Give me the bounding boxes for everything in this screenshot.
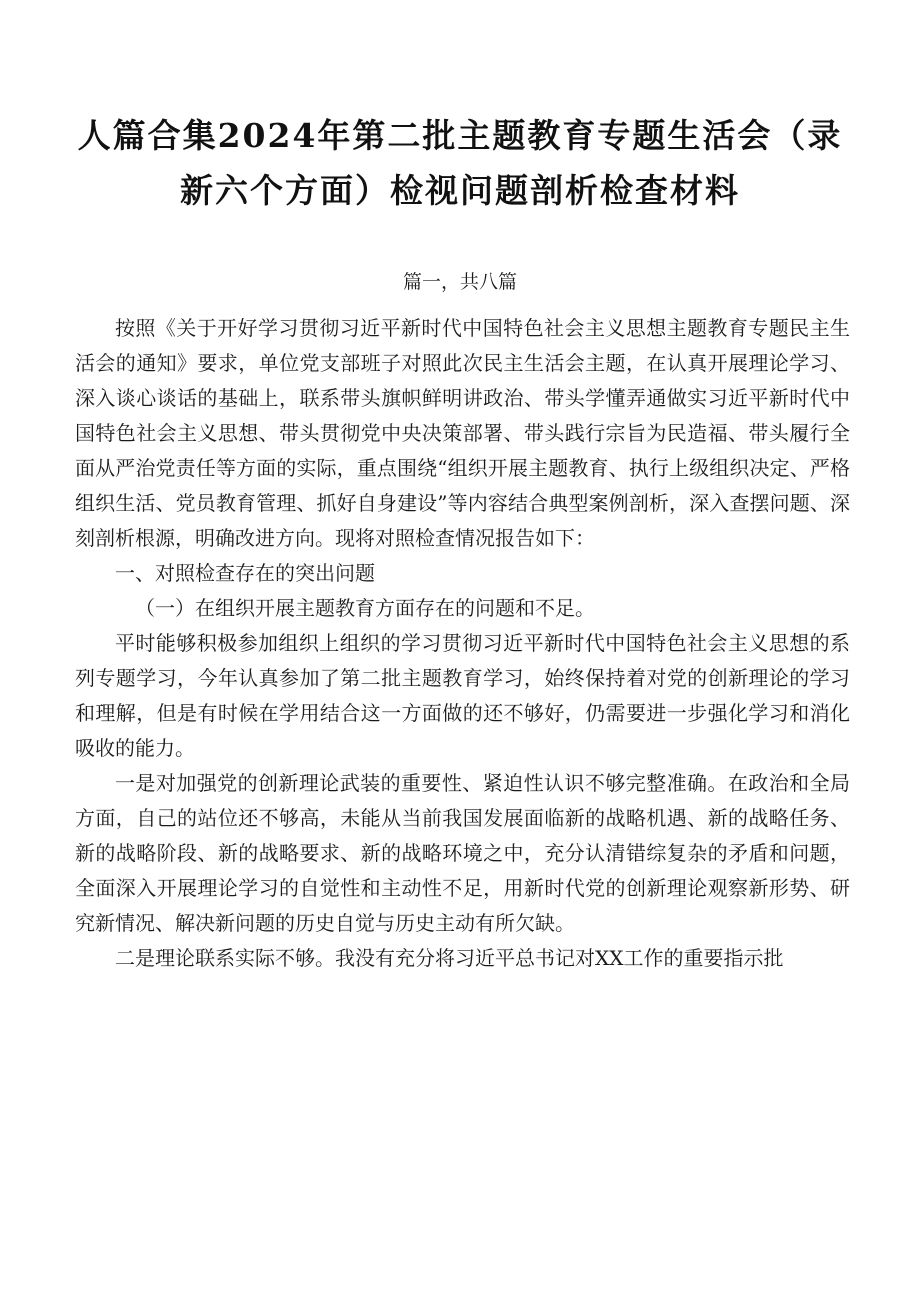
paragraph-study: 平时能够积极参加组织上组织的学习贯彻习近平新时代中国特色社会主义思想的系列专题学习，今年认真参加了第二批主题教育学习，始终保持着对党的创新理论的学习和理解，但是有时候在学用结合这一方面做的还不够好，仍需要进一步强化学习和消化吸收的能力。 <box>75 631 850 760</box>
document-subtitle: 篇一，共八篇 <box>402 271 517 293</box>
paragraph-point-two: 二是理论联系实际不够。我没有充分将习近平总书记对XX工作的重要指示批 <box>115 946 784 970</box>
document-title: 人篇合集2024年第二批主题教育专题生活会（录新六个方面）检视问题剖析检查材料 <box>77 116 843 210</box>
document-body <box>75 311 850 976</box>
paragraph-intro: 按照《关于开好学习贯彻习近平新时代中国特色社会主义思想主题教育专题民主生活会的通知》要求，单位党支部班子对照此次民主生活会主题，在认真开展理论学习、深入谈心谈话的基础上，联系带头旗帜鲜明讲政治、带头学懂弄通做实习近平新时代中国特色社会主义思想、带头贯彻党中央决策部署、带头践行宗旨为民造福、带头履行全面从严治党责任等方面的实际，重点围绕“组织开展主题教育、执行上级组织决定、严格组织生活、党员教育管理、抓好自身建设”等内容结合典型案例剖析，深入查摆问题、深刻剖析根源，明确改进方向。现将对照检查情况报告如下： <box>75 316 850 550</box>
paragraph-point-one: 一是对加强党的创新理论武装的重要性、紧迫性认识不够完整准确。在政治和全局方面，自己的站位还不够高，未能从当前我国发展面临新的战略机遇、新的战略任务、新的战略阶段、新的战略要求、新的战略环境之中，充分认清错综复杂的矛盾和问题，全面深入开展理论学习的自觉性和主动性不足，用新时代党的创新理论观察新形势、研究新情况、解决新问题的历史自觉与历史主动有所欠缺。 <box>75 771 850 935</box>
subsection-heading: （一）在组织开展主题教育方面存在的问题和不足。 <box>135 596 595 620</box>
section-heading: 一、对照检查存在的突出问题 <box>115 561 375 585</box>
